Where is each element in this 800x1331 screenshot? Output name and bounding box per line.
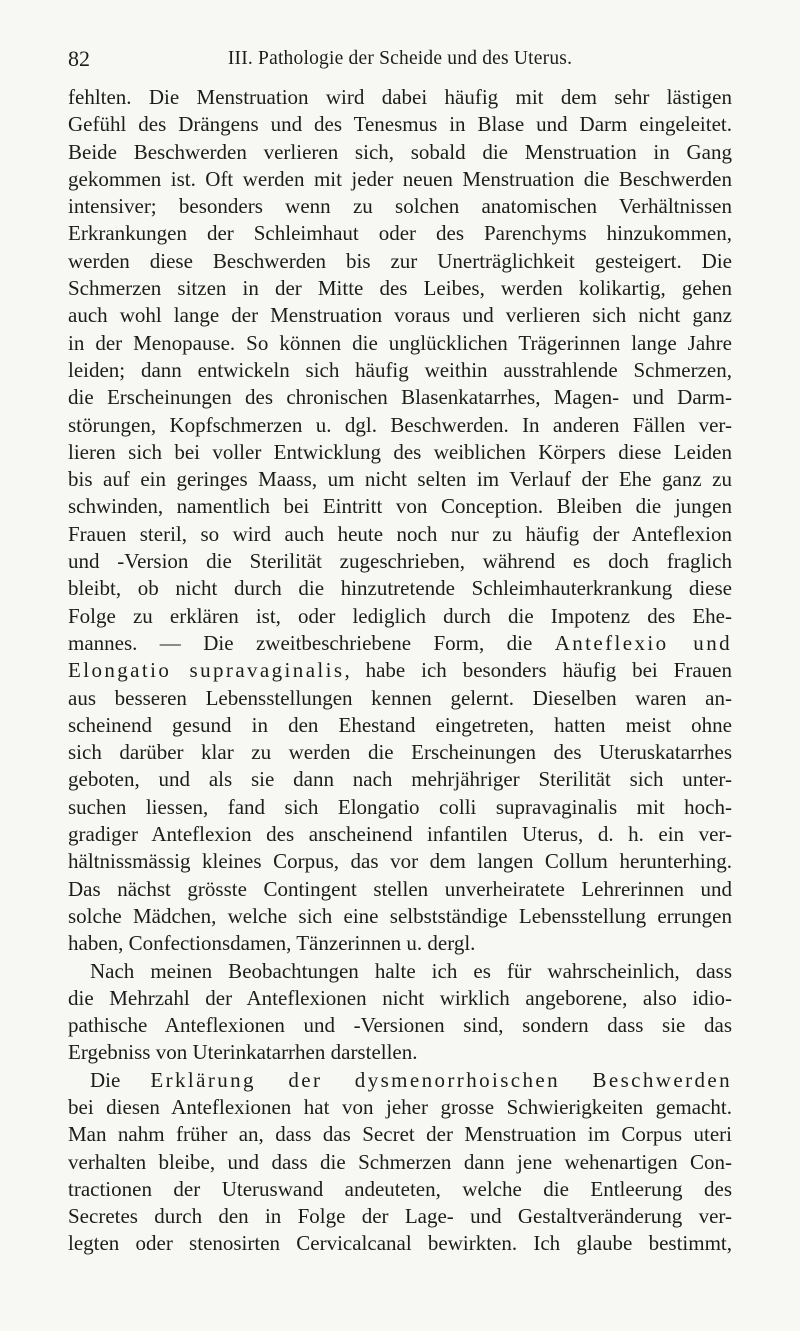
text-line: leiden; dann entwickeln sich häufig weithin ausstrahlende Schmerzen, (68, 357, 732, 382)
text-line: suchen liessen, fand sich Elongatio colli supravaginalis mit hoch- (68, 794, 732, 819)
text-line (68, 657, 732, 684)
text-line: Folge zu erklären ist, oder lediglich durch die Impotenz des Ehe- (68, 603, 732, 628)
text-line: intensiver; besonders wenn zu solchen anatomischen Verhältnissen (68, 194, 732, 219)
text-line: legten oder stenosirten Cervicalcanal bewirkten. Ich glaube bestimmt, (68, 1231, 732, 1256)
text-line: verhalten bleibe, und dass die Schmerzen dann jene wehenartigen Con- (68, 1149, 732, 1174)
text-line: Beide Beschwerden verlieren sich, sobald die Menstruation in Gang (68, 139, 732, 164)
text-line: gradiger Anteflexion des anscheinend infantilen Uterus, d. h. ein ver- (68, 822, 732, 847)
text-line: Schmerzen sitzen in der Mitte des Leibes, werden kolikartig, gehen (68, 276, 732, 301)
text-segment: , habe ich besonders häufig bei Frauen (344, 658, 732, 683)
text-line: solche Mädchen, welche sich eine selbstständige Lebensstellung errungen (68, 903, 732, 928)
text-line: Secretes durch den in Folge der Lage- und Gestaltveränderung ver- (68, 1204, 732, 1229)
text-line: haben, Confectionsdamen, Tänzerinnen u. dergl. (68, 931, 476, 956)
text-line: scheinend gesund in den Ehestand eingetreten, hatten meist ohne (68, 712, 732, 737)
text-line: pathische Anteflexionen und -Versionen sind, sondern dass sie das (68, 1013, 732, 1038)
text-line: bei diesen Anteflexionen hat von jeher grosse Schwierigkeiten gemacht. (68, 1094, 732, 1119)
text-line: Das nächst grösste Contingent stellen unverheiratete Lehrerinnen und (68, 876, 732, 901)
text-line: Frauen steril, so wird auch heute noch nur zu häufig der Anteflexion (68, 521, 732, 546)
text-line: die Mehrzahl der Anteflexionen nicht wirklich angeborene, also idio- (68, 985, 732, 1010)
running-head: III. Pathologie der Scheide und des Uterus. (227, 48, 573, 69)
page-number: 82 (68, 46, 90, 71)
text-segment: mannes. — Die zweitbeschriebene Form, die (68, 630, 555, 655)
body-text (68, 84, 732, 1258)
text-line: schwinden, namentlich bei Eintritt von Conception. Bleiben die jungen (68, 494, 732, 519)
text-line: werden diese Beschwerden bis zur Unerträglichkeit gesteigert. Die (68, 248, 732, 273)
text-line: sich darüber klar zu werden die Erscheinungen des Uteruskatarrhes (68, 740, 732, 765)
text-line: bis auf ein geringes Maass, um nicht selten im Verlauf der Ehe ganz zu (68, 467, 732, 492)
text-line: geboten, und als sie dann nach mehrjähriger Sterilität sich unter- (68, 767, 732, 792)
text-line: gekommen ist. Oft werden mit jeder neuen Menstruation die Beschwerden (68, 166, 732, 191)
text-line: Nach meinen Beobachtungen halte ich es für wahrscheinlich, dass (90, 958, 732, 983)
text-segment: Die (90, 1067, 151, 1092)
page-header (0, 44, 800, 74)
text-line: hältnissmässig kleines Corpus, das vor dem langen Collum herunterhing. (68, 849, 732, 874)
text-line: die Erscheinungen des chronischen Blasenkatarrhes, Magen- und Darm- (68, 385, 732, 410)
text-line: Ergebniss von Uterinkatarrhen darstellen. (68, 1040, 418, 1065)
spaced-emphasis: Elongatio supravaginalis (68, 658, 345, 683)
text-line: tractionen der Uteruswand andeuteten, welche die Entleerung des (68, 1176, 732, 1201)
text-line (68, 1067, 732, 1094)
text-line: Man nahm früher an, dass das Secret der Menstruation im Corpus uteri (68, 1122, 732, 1147)
text-line: und -Version die Sterilität zugeschrieben, während es doch fraglich (68, 549, 732, 574)
text-line: störungen, Kopfschmerzen u. dgl. Beschwerden. In anderen Fällen ver- (68, 412, 732, 437)
text-line: Erkrankungen der Schleimhaut oder des Parenchyms hinzukommen, (68, 221, 732, 246)
text-line: Gefühl des Drängens und des Tenesmus in Blase und Darm eingeleitet. (68, 112, 732, 137)
text-line: in der Menopause. So können die unglücklichen Trägerinnen lange Jahre (68, 330, 732, 355)
spaced-emphasis: Erklärung der dysmenorrhoischen Beschwerden (150, 1067, 732, 1092)
text-line (68, 630, 732, 657)
text-line: auch wohl lange der Menstruation voraus und verlieren sich nicht ganz (68, 303, 732, 328)
text-line: fehlten. Die Menstruation wird dabei häufig mit dem sehr lästigen (68, 85, 732, 109)
text-line: lieren sich bei voller Entwicklung des weiblichen Körpers diese Leiden (68, 439, 732, 464)
text-line: bleibt, ob nicht durch die hinzutretende Schleimhauterkrankung diese (68, 576, 732, 601)
spaced-emphasis: Anteflexio und (554, 630, 733, 655)
text-line: aus besseren Lebensstellungen kennen gelernt. Dieselben waren an- (68, 685, 732, 710)
